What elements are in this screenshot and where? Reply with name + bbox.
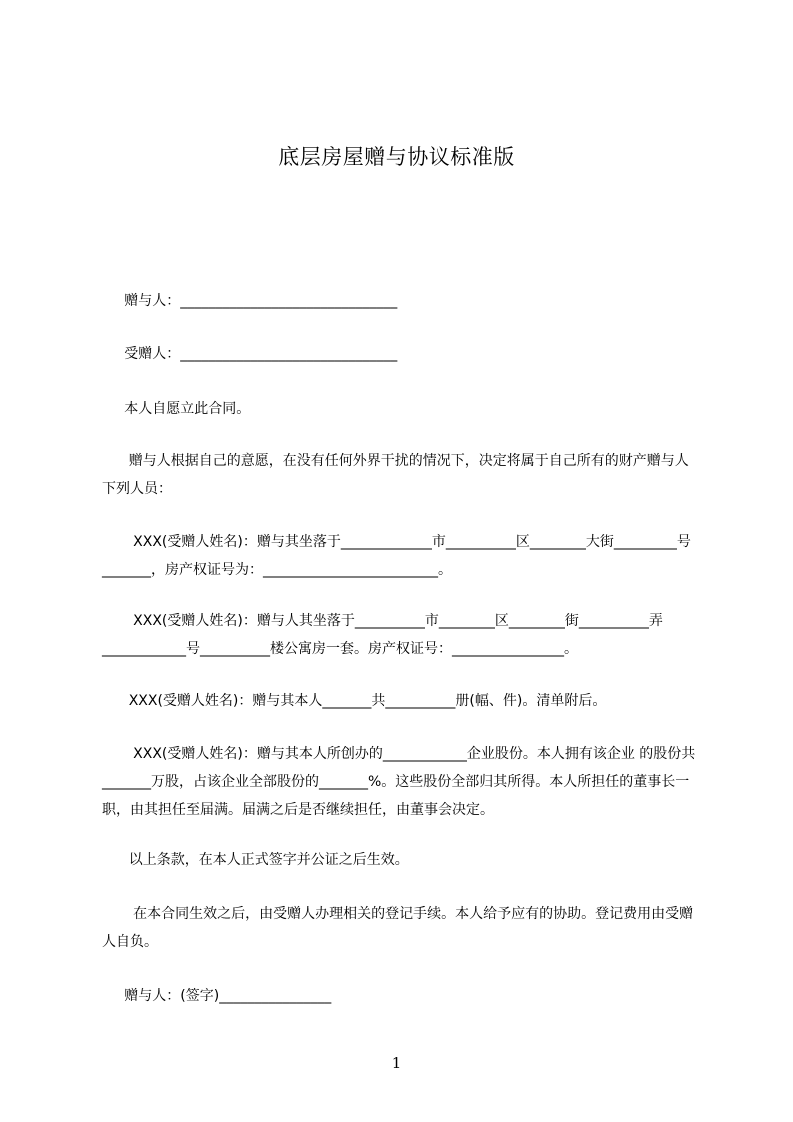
donor-line: 赠与人：_______________________________ — [102, 293, 398, 309]
donee-line: 受赠人：_______________________________ — [102, 346, 398, 362]
page-number: 1 — [391, 1054, 402, 1072]
registration-clause: 在本合同生效之后，由受赠人办理相关的登记手续。本人给予应有的协助。登记费用由受赠人自负。 — [102, 906, 694, 950]
intent-paragraph: 赠与人根据自己的意愿，在没有任何外界干扰的情况下，决定将属于自己所有的财产赠与人下列人员： — [102, 453, 689, 497]
clause-shares: XXX(受赠人姓名)：赠与其本人所创办的____________企业股份。本人拥有该企业 的股份共_______万股，占该企业全部股份的_______%。这些股份全部归其所得。本人所担任的董事长一职，由其担任至届满。届满之后是否继续担任，由董事会决定。 — [102, 746, 696, 818]
voluntary-statement: 本人自愿立此合同。 — [102, 401, 251, 417]
clause-items: XXX(受赠人姓名)：赠与其本人_______共__________册(幅、件)。清单附后。 — [102, 693, 607, 709]
clause-house-street: XXX(受赠人姓名)：赠与其坐落于_____________市__________区________大街_________号_______，房产权证号为：_________________________。 — [102, 534, 691, 578]
donor-signature-line: 赠与人：(签字)________________ — [102, 988, 332, 1004]
document-title: 底层房屋赠与协议标准版 — [278, 145, 515, 169]
clause-apartment: XXX(受赠人姓名)：赠与人其坐落于__________市________区________街__________弄____________号__________楼公寓房一套。房产权证号：________________。 — [102, 613, 663, 657]
effective-clause: 以上条款，在本人正式签字并公证之后生效。 — [102, 852, 409, 868]
